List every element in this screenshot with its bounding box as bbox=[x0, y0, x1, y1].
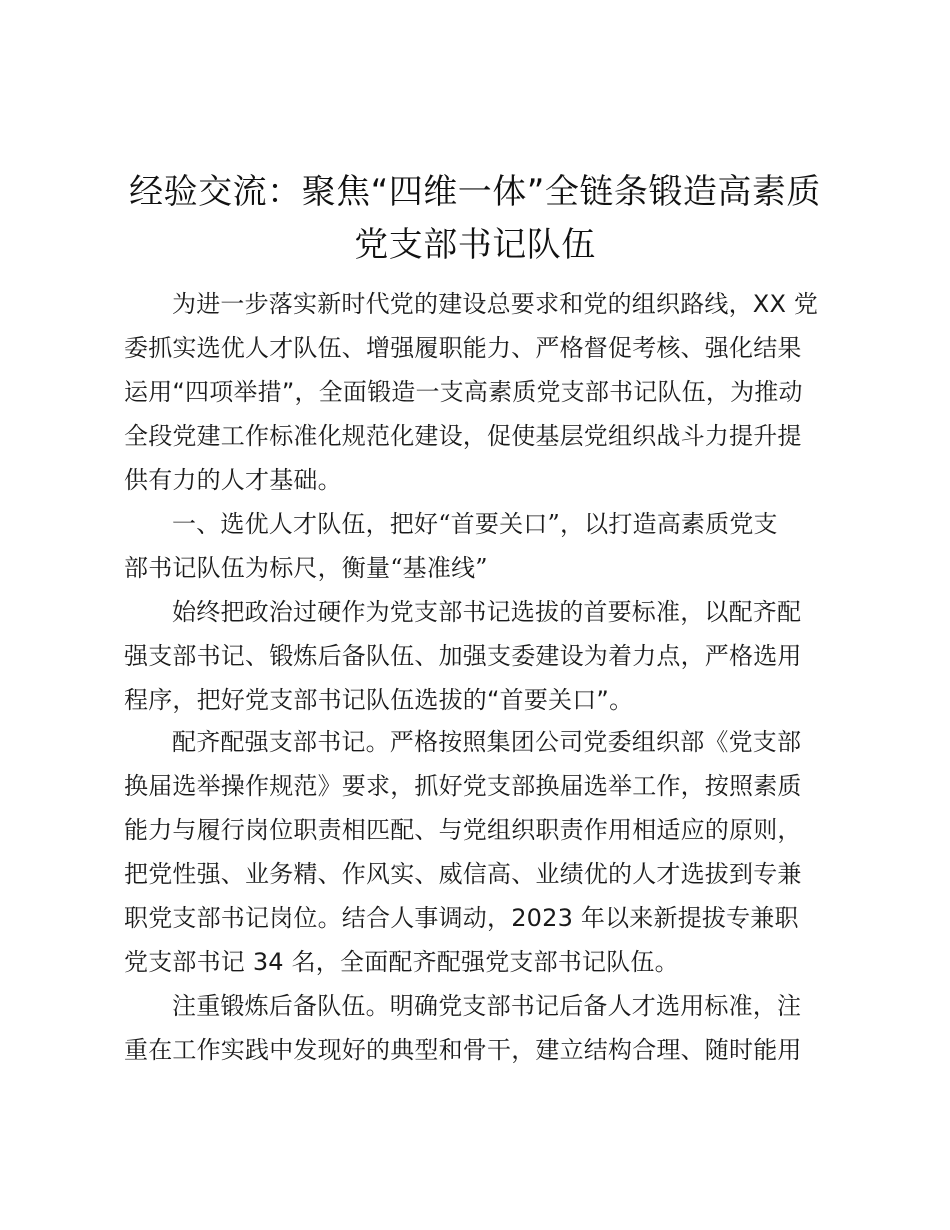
paragraph-line: 把党性强、业务精、作风实、威信高、业绩优的人才选拔到专兼 bbox=[124, 860, 802, 888]
paragraph-line: 配齐配强支部书记。严格按照集团公司党委组织部《党支部 bbox=[172, 728, 802, 756]
paragraph-line: 党支部书记 34 名，全面配齐配强党支部书记队伍。 bbox=[124, 948, 679, 976]
intro-line: 为进一步落实新时代党的建设总要求和党的组织路线，XX 党 bbox=[172, 290, 819, 318]
intro-line: 委抓实选优人才队伍、增强履职能力、严格督促考核、强化结果 bbox=[124, 334, 802, 362]
paragraph-line: 程序，把好党支部书记队伍选拔的“首要关口”。 bbox=[124, 686, 634, 714]
paragraph-line: 能力与履行岗位职责相匹配、与党组织职责作用相适应的原则， bbox=[124, 816, 802, 844]
paragraph-line: 注重锻炼后备队伍。明确党支部书记后备人才选用标准，注 bbox=[172, 992, 802, 1020]
paragraph-line: 始终把政治过硬作为党支部书记选拔的首要标准，以配齐配 bbox=[172, 598, 802, 626]
paragraph-line: 重在工作实践中发现好的典型和骨干，建立结构合理、随时能用 bbox=[124, 1036, 802, 1064]
intro-line: 供有力的人才基础。 bbox=[124, 466, 342, 494]
intro-line: 运用“四项举措”，全面锻造一支高素质党支部书记队伍，为推动 bbox=[124, 378, 803, 406]
intro-line: 全段党建工作标准化规范化建设，促使基层党组织战斗力提升提 bbox=[124, 422, 802, 450]
document-title-line-1: 经验交流：聚焦“四维一体”全链条锻造高素质 bbox=[129, 172, 821, 212]
document-title-line-2: 党支部书记队伍 bbox=[354, 225, 596, 265]
paragraph-line: 换届选举操作规范》要求，抓好党支部换届选举工作，按照素质 bbox=[124, 772, 802, 800]
paragraph-line: 职党支部书记岗位。结合人事调动，2023 年以来新提拔专兼职 bbox=[124, 904, 799, 932]
section-heading-line: 部书记队伍为标尺，衡量“基准线” bbox=[124, 554, 488, 582]
paragraph-line: 强支部书记、锻炼后备队伍、加强支委建设为着力点，严格选用 bbox=[124, 642, 802, 670]
section-heading-line: 一、选优人才队伍，把好“首要关口”，以打造高素质党支 bbox=[172, 510, 778, 538]
